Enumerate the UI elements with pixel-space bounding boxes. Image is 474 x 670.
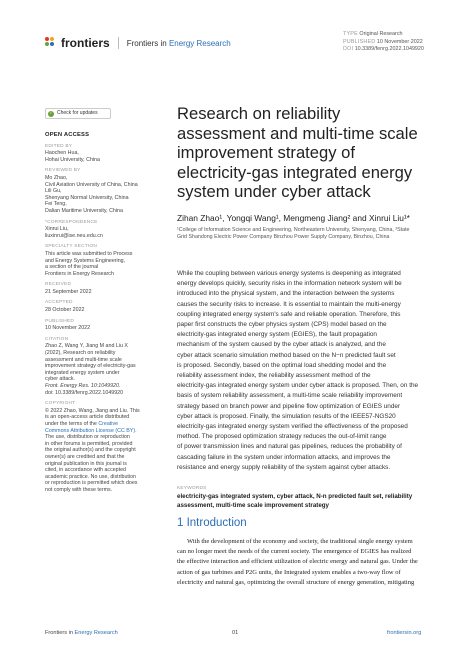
journal-header (45, 36, 231, 50)
specialty-text: This article was submitted to Process (45, 250, 133, 257)
reviewer-name: Mo Zhao, (45, 174, 68, 181)
edited-by-label: EDITED BY (45, 143, 73, 149)
published-date: 10 November 2022 (45, 325, 91, 332)
editor-name: Haochen Hua, (45, 150, 79, 157)
keywords: electricity-gas integrated system, cyber attack, N-n predicted fault set, reliability assessment, multi-time scale improvement strategy (177, 493, 413, 509)
citation-text: cyber attack. (45, 376, 76, 383)
citation-text: integrated energy system under (45, 369, 120, 376)
specialty-label: SPECIALTY SECTION (45, 244, 98, 250)
check-for-updates-button[interactable] (45, 108, 111, 119)
keywords-label: KEYWORDS (177, 486, 207, 491)
copyright-text: or reproduction is permitted which does (45, 480, 138, 487)
accepted-date: 28 October 2022 (45, 307, 85, 314)
check-updates-label: Check for updates (57, 110, 98, 117)
meta-doi: DOI 10.3389/fenrg.2022.1049920 (343, 46, 424, 53)
copyright-text: is an open-access article distributed (45, 414, 130, 421)
editor-affiliation: Hohai University, China (45, 156, 100, 163)
copyright-text: The use, distribution or reproduction (45, 434, 130, 441)
received-date: 21 September 2022 (45, 288, 92, 295)
journal-prefix: Frontiers in (126, 38, 167, 48)
author-list: Zihan Zhao¹, Yongqi Wang¹, Mengmeng Jiang² and Xinrui Liu¹* (177, 213, 410, 223)
frontiers-logo-icon (45, 37, 57, 49)
correspondent-email-link[interactable]: liuxinrui@ise.neu.edu.cn (45, 232, 103, 239)
copyright-text: the original author(s) and the copyright (45, 447, 136, 454)
copyright-text: original publication in this journal is (45, 460, 127, 467)
citation-text: Zhao Z, Wang Y, Jiang M and Liu X (45, 343, 128, 350)
article-title: Research on reliability assessment and multi-time scale improvement strategy of electricity-gas integrated energy system under cyber attack (177, 104, 418, 201)
accepted-label: ACCEPTED (45, 300, 73, 306)
page-number: 01 (232, 630, 239, 636)
specialty-text: Frontiers in Energy Research (45, 270, 114, 277)
article-sidebar (45, 108, 157, 494)
copyright-label: COPYRIGHT (45, 401, 76, 407)
correspondent-name: Xinrui Liu, (45, 226, 69, 233)
open-access-label: OPEN ACCESS (45, 132, 90, 138)
specialty-text: and Energy Systems Engineering, (45, 257, 126, 264)
citation-text: improvement strategy of electricity-gas (45, 363, 136, 370)
reviewer-affiliation: Shenyang Normal University, China (45, 194, 129, 201)
copyright-text: in other forums is permitted, provided (45, 440, 133, 447)
article-meta (343, 31, 424, 54)
reviewed-by-label: REVIEWED BY (45, 168, 81, 174)
received-label: RECEIVED (45, 282, 72, 288)
copyright-text: not comply with these terms. (45, 486, 113, 493)
journal-title (127, 39, 231, 48)
copyright-text: owner(s) are credited and that the (45, 453, 125, 460)
reviewer-affiliation: Dalian Maritime University, China (45, 207, 123, 214)
specialty-text: a section of the journal (45, 264, 99, 271)
citation-label: CITATION (45, 336, 69, 342)
copyright-text: academic practice. No use, distribution (45, 473, 136, 480)
citation-doi: doi: 10.3389/fenrg.2022.1049920 (45, 389, 124, 396)
brand-name: frontiers (61, 36, 110, 50)
reviewer-affiliation: Civil Aviation University of China, China (45, 181, 138, 188)
license-link[interactable]: Commons Attribution License (CC BY). (45, 427, 137, 434)
journal-name: Energy Research (168, 38, 231, 48)
citation-text: (2022), Research on reliability (45, 350, 116, 357)
correspondence-label: *CORRESPONDENCE (45, 219, 98, 225)
meta-published: PUBLISHED 10 November 2022 (343, 38, 423, 45)
citation-text: Front. Energy Res. 10:1049920. (45, 383, 121, 389)
brand-divider (118, 37, 119, 49)
introduction-text: With the development of the economy and society, the traditional single energy system can no longer meet the needs of the current society. The emergence of EGIES has realized the effective interaction and efficient utilization of electric energy and natural gas. Under the action of gas turbines and P2G units, the Integrated system enables a two-way flow of electricity and natural gas, optimizing the overall structure of energy generation, mitigating (177, 538, 418, 586)
footer-journal: Frontiers in Energy Research (45, 630, 118, 636)
meta-type: TYPE Original Research (343, 31, 403, 37)
reviewer-name: Fei Teng, (45, 201, 67, 208)
section-heading-introduction: 1 Introduction (177, 517, 247, 529)
reviewer-name: Lili Gu, (45, 188, 62, 195)
abstract: While the coupling between various energy systems is deepening as integrated energy develops quickly, security risks in the information network system will be introduced into the physical system, and the interaction between the systems causes the security risks to increase. It is essential to maintain the multi-energy coupling integrated energy system's safe and reliable operation. Therefore, this paper first constructs the cyber physics system (CPS) model based on the electricity-gas integrated energy system (EGIES), the fault propagation mechanism of the system caused by the cyber attack is analyzed, and the cyber attack scenario simulation method based on the N−n predicted fault set is proposed. Secondly, based on the optimal load shedding model and the reliability assessment index, the reliability assessment method of the electricity-gas integrated energy system under cyber attack is proposed. Then, on the basis of system reliability assessment, a multi-time scale reliability improvement strategy based on branch power and pipeline flow optimization of EGIES under cyber attack is proposed. Finally, the simulation results of the IEEE57-NGS20 electricity-gas integrated energy system verified the effectiveness of the proposed method. The proposed optimization strategy reduces the out-of-limit range of power transmission lines and natural gas pipelines, reduces the probability of cascading failure in the system under information attacks, and improves the resistance and energy supply reliability of the system against cyber attacks. (177, 270, 419, 471)
site-link[interactable]: frontiersin.org (387, 630, 422, 636)
copyright-text: cited, in accordance with accepted (45, 467, 126, 474)
check-icon: ✓ (49, 110, 53, 116)
copyright-text: © 2022 Zhao, Wang, Jiang and Liu. This (45, 407, 140, 414)
citation-text: assessment and multi-time scale (45, 356, 122, 363)
published-label: PUBLISHED (45, 318, 74, 324)
affiliations: ¹College of Information Science and Engineering, Northeastern University, Shenyang, China, ²State Grid Shandong Electric Power Company Binzhou Power Supply Company, Binzhou, China (177, 227, 410, 240)
copyright-text: under the terms of the Creative (45, 420, 119, 427)
license-link[interactable]: Creative (98, 420, 119, 427)
